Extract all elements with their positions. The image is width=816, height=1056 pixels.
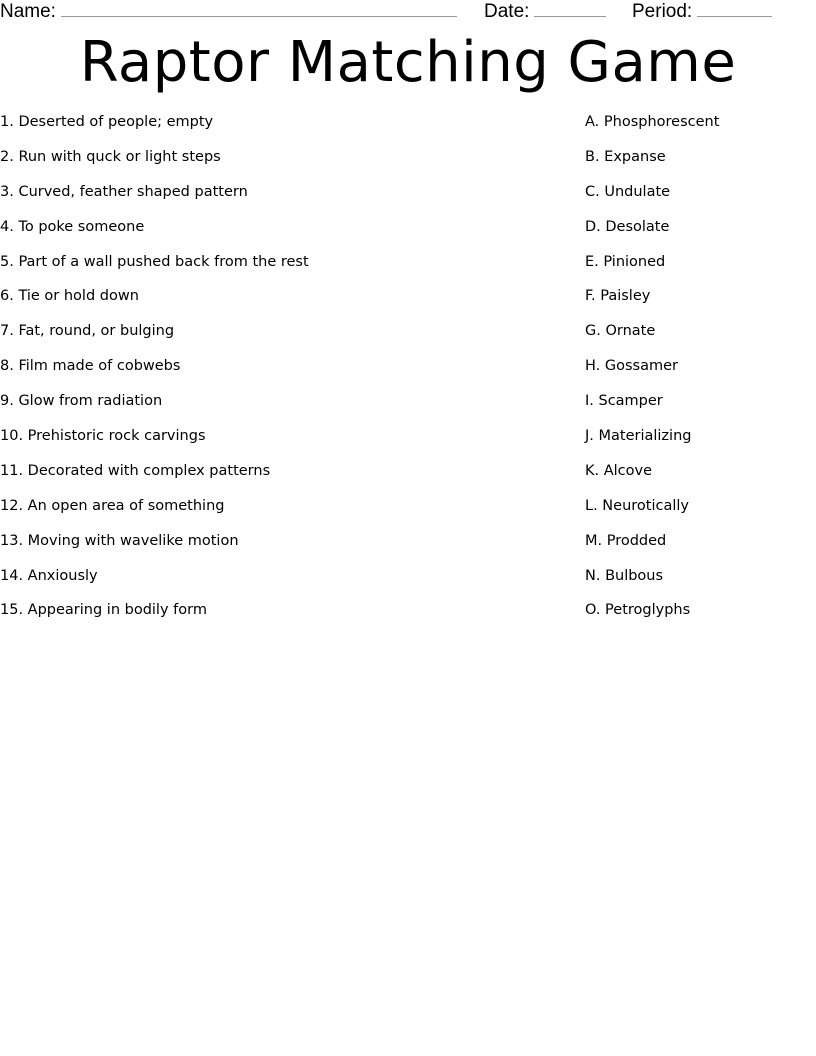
clue-item: 9. Glow from radiation bbox=[0, 393, 163, 410]
answer-item: A. Phosphorescent bbox=[585, 114, 720, 130]
answer-item: O. Petroglyphs bbox=[585, 602, 691, 619]
answer-item: M. Prodded bbox=[585, 532, 667, 549]
period-field[interactable] bbox=[632, 0, 772, 22]
name-label: Name: bbox=[0, 1, 56, 22]
answer-item: N. Bulbous bbox=[585, 567, 664, 584]
name-blank-line[interactable] bbox=[61, 0, 457, 17]
clue-item: 10. Prehistoric rock carvings bbox=[0, 428, 206, 445]
answer-item: H. Gossamer bbox=[585, 358, 678, 375]
answer-item: J. Materializing bbox=[585, 428, 692, 445]
period-label: Period: bbox=[632, 1, 693, 22]
answer-item: D. Desolate bbox=[585, 218, 670, 235]
clue-item: 15. Appearing in bodily form bbox=[0, 602, 207, 619]
clue-item: 11. Decorated with complex patterns bbox=[0, 462, 271, 479]
answer-item: I. Scamper bbox=[585, 393, 663, 410]
period-blank-line[interactable] bbox=[697, 0, 772, 17]
clue-item: 2. Run with quck or light steps bbox=[0, 148, 221, 165]
answer-item: G. Ornate bbox=[585, 323, 656, 340]
page-title: Raptor Matching Game bbox=[79, 30, 737, 95]
answer-list bbox=[585, 112, 805, 635]
clue-item: 7. Fat, round, or bulging bbox=[0, 323, 175, 340]
date-field[interactable] bbox=[484, 0, 606, 22]
name-field[interactable] bbox=[0, 0, 457, 22]
date-blank-line[interactable] bbox=[534, 0, 606, 17]
clue-list bbox=[0, 112, 560, 635]
answer-item: L. Neurotically bbox=[585, 497, 689, 514]
clue-item: 13. Moving with wavelike motion bbox=[0, 532, 239, 549]
answer-item: F. Paisley bbox=[585, 288, 651, 305]
worksheet-header bbox=[0, 0, 816, 24]
answer-item: E. Pinioned bbox=[585, 253, 666, 270]
clue-item: 1. Deserted of people; empty bbox=[0, 114, 214, 130]
clue-item: 3. Curved, feather shaped pattern bbox=[0, 183, 248, 200]
answer-item: B. Expanse bbox=[585, 148, 666, 165]
answer-item: K. Alcove bbox=[585, 462, 653, 479]
clue-item: 12. An open area of something bbox=[0, 497, 225, 514]
clue-item: 8. Film made of cobwebs bbox=[0, 358, 181, 375]
answer-item: C. Undulate bbox=[585, 183, 671, 200]
clue-item: 4. To poke someone bbox=[0, 218, 145, 235]
date-label: Date: bbox=[484, 1, 530, 22]
clue-item: 6. Tie or hold down bbox=[0, 288, 139, 305]
clue-item: 5. Part of a wall pushed back from the rest bbox=[0, 253, 309, 270]
clue-item: 14. Anxiously bbox=[0, 567, 98, 584]
